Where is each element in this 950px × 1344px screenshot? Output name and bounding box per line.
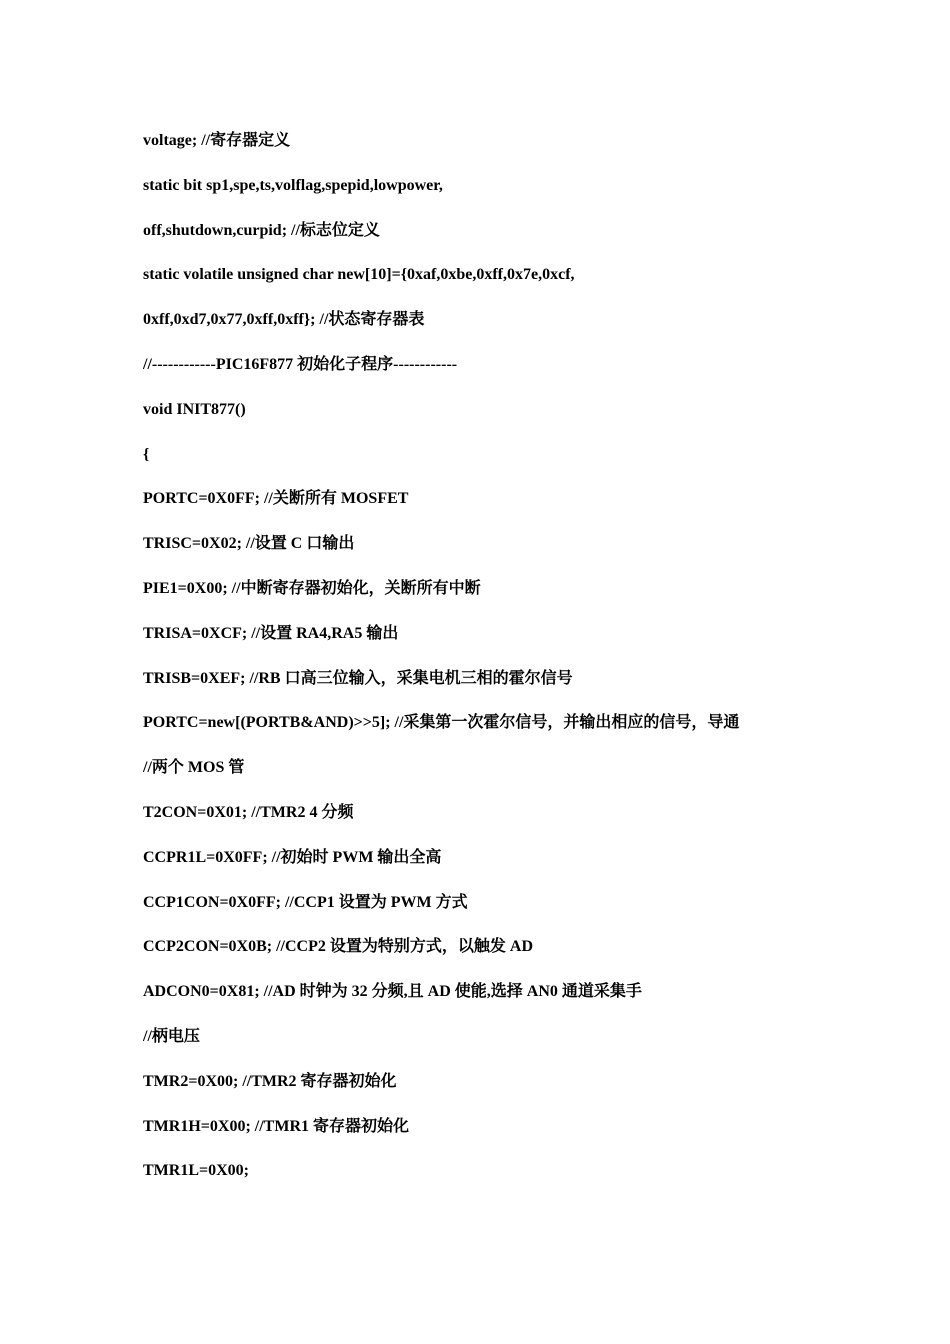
code-line: //柄电压 — [143, 1027, 200, 1045]
code-line: TRISB=0XEF; //RB 口高三位输入，采集电机三相的霍尔信号 — [143, 669, 573, 687]
code-line: TRISC=0X02; //设置 C 口输出 — [143, 535, 355, 553]
code-line: CCP2CON=0X0B; //CCP2 设置为特别方式，以触发 AD — [143, 938, 533, 956]
code-line: T2CON=0X01; //TMR2 4 分频 — [143, 803, 354, 821]
code-line: voltage; //寄存器定义 — [143, 132, 291, 149]
code-line: 0xff,0xd7,0x77,0xff,0xff}; //状态寄存器表 — [143, 311, 425, 329]
code-line: TRISA=0XCF; //设置 RA4,RA5 输出 — [143, 624, 399, 642]
code-line: PIE1=0X00; //中断寄存器初始化，关断所有中断 — [143, 579, 481, 597]
code-line: void INIT877() — [143, 400, 246, 418]
code-line: CCPR1L=0X0FF; //初始时 PWM 输出全高 — [143, 848, 442, 866]
code-line: static bit sp1,spe,ts,volflag,spepid,lowpower, — [143, 176, 443, 194]
code-line: PORTC=0X0FF; //关断所有 MOSFET — [143, 490, 409, 508]
code-line: static volatile unsigned char new[10]={0xaf,0xbe,0xff,0x7e,0xcf, — [143, 266, 575, 284]
code-listing — [143, 126, 863, 1201]
code-line: //------------PIC16F877 初始化子程序------------ — [143, 355, 458, 373]
code-line: ADCON0=0X81; //AD 时钟为 32 分频,且 AD 使能,选择 AN0 通道采集手 — [143, 983, 642, 1001]
code-line: off,shutdown,curpid; //标志位定义 — [143, 221, 380, 239]
code-line: CCP1CON=0X0FF; //CCP1 设置为 PWM 方式 — [143, 893, 468, 911]
code-line: PORTC=new[(PORTB&AND)>>5]; //采集第一次霍尔信号，并输出相应的信号，导通 — [143, 714, 740, 732]
code-line: { — [143, 445, 150, 463]
code-line: //两个 MOS 管 — [143, 759, 245, 777]
code-line: TMR1L=0X00; — [143, 1162, 249, 1180]
code-line: TMR1H=0X00; //TMR1 寄存器初始化 — [143, 1117, 409, 1135]
code-line: TMR2=0X00; //TMR2 寄存器初始化 — [143, 1072, 397, 1090]
